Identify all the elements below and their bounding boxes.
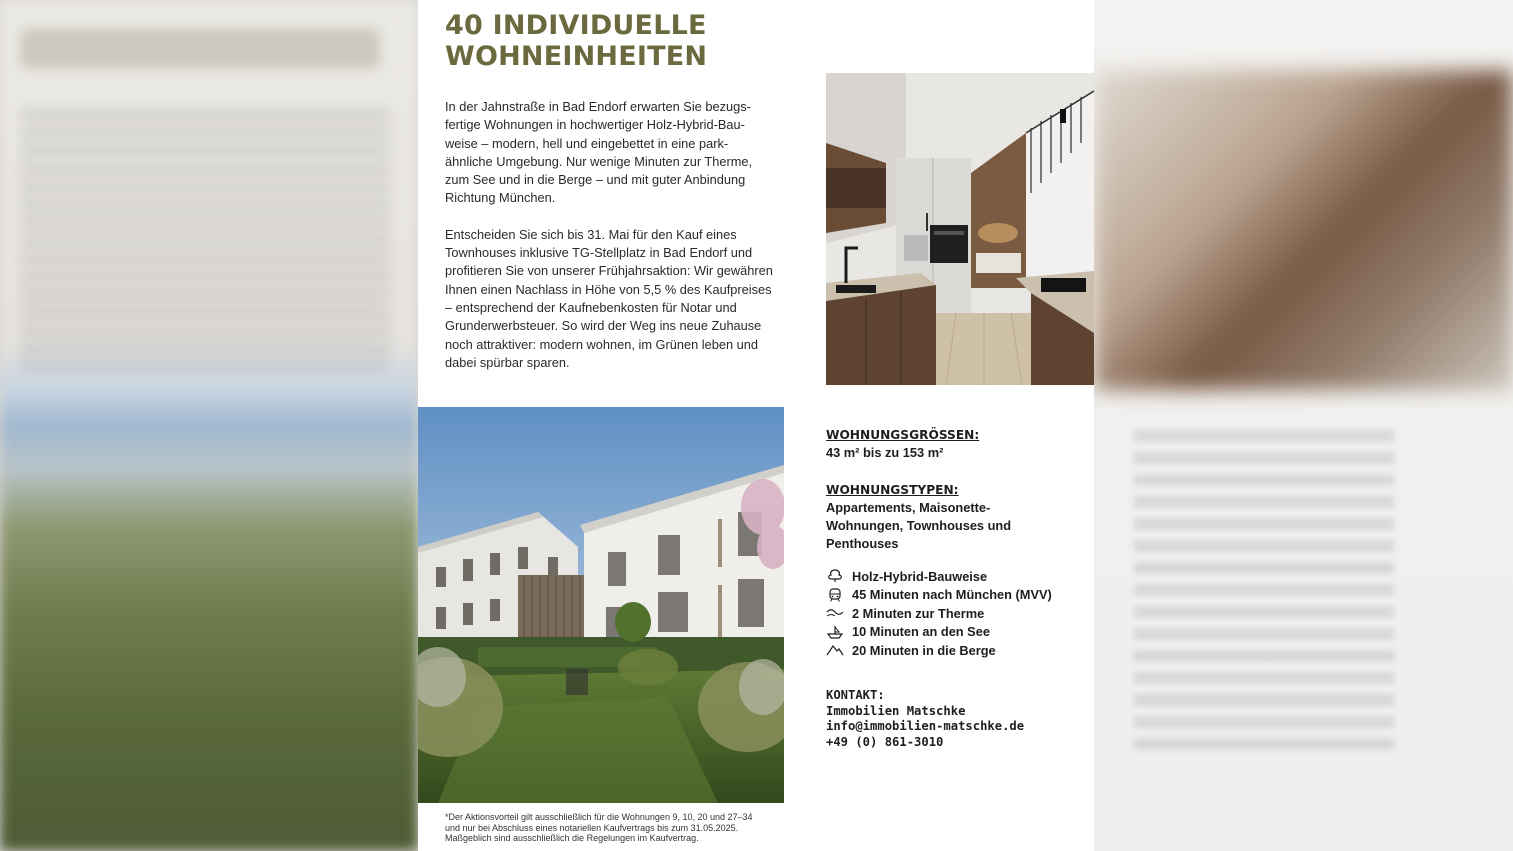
- types-heading: WOHNUNGSTYPEN:: [826, 483, 959, 497]
- feature-list: [826, 567, 1086, 660]
- feature-item: [826, 641, 1086, 660]
- blurred-title-shape: [20, 28, 380, 68]
- contact-email[interactable]: info@immobilien-matschke.de: [826, 719, 1025, 733]
- tree-icon: [826, 569, 844, 583]
- brochure-page: [418, 0, 1094, 851]
- feature-label: Holz-Hybrid-Bauweise: [852, 568, 988, 584]
- intro-paragraph: Entscheiden Sie sich bis 31. Mai für den Kauf eines Townhouses inklusive TG-Stellplatz in Bad Endorf und profitieren Sie von unserer Frühjahrsaktion: Wir gewähren Ihnen einen Nachlass in Höhe von 5,5 % des Kaufpreises – entsprechend der Kaufnebenkosten für Notar und Grunderwerbsteuer. So wird der Weg ins neue Zuhause noch attraktiver: modern wohnen, im Grünen leben und dabei spürbar sparen.: [445, 226, 773, 370]
- feature-item: [826, 604, 1086, 623]
- footnote-line: *Der Aktionsvorteil gilt ausschließlich für die Wohnungen 9, 10, 20 und 27–34: [445, 812, 753, 822]
- footnote-line: Maßgeblich sind ausschließlich die Regelungen im Kaufvertrag.: [445, 833, 699, 843]
- blurred-text-shape: [20, 110, 390, 370]
- contact-company: Immobilien Matschke: [826, 703, 966, 718]
- train-icon: [826, 588, 844, 602]
- page-title: [445, 10, 805, 72]
- mountain-icon: [826, 643, 844, 657]
- blurred-backdrop-right: [1094, 0, 1513, 851]
- townhouse-exterior-image: [418, 407, 784, 803]
- contact-block: [826, 688, 1086, 750]
- contact-phone[interactable]: +49 (0) 861-3010: [826, 734, 944, 749]
- apartment-sizes: [826, 426, 1086, 462]
- feature-item: [826, 567, 1086, 586]
- intro-text: [445, 98, 775, 390]
- intro-paragraph: In der Jahnstraße in Bad Endorf erwarten Sie bezugs-fertige Wohnungen in hochwertiger Holz-Hybrid-Bau-weise – modern, hell und eingebettet in eine park-ähnliche Umgebung. Nur wenige Minuten zur Therme, zum See und in die Berge – und mit guter Anbindung Richtung München.: [445, 99, 753, 206]
- blurred-image-shape: [1094, 70, 1513, 390]
- types-value: Appartements, Maisonette-Wohnungen, Townhouses und Penthouses: [826, 500, 1012, 551]
- apartment-types: [826, 481, 1086, 553]
- wave-icon: [826, 606, 844, 620]
- feature-label: 20 Minuten in die Berge: [852, 642, 996, 658]
- feature-label: 45 Minuten nach München (MVV): [852, 587, 1052, 603]
- title-line: WOHNEINHEITEN: [445, 41, 708, 72]
- kitchen-interior-image: [826, 73, 1094, 385]
- contact-heading: KONTAKT:: [826, 688, 885, 702]
- sizes-heading: WOHNUNGSGRÖSSEN:: [826, 428, 980, 442]
- feature-label: 2 Minuten zur Therme: [852, 605, 985, 621]
- feature-item: [826, 586, 1086, 605]
- footnote-line: und nur bei Abschluss eines notariellen Kaufvertrags bis zum 31.05.2025.: [445, 822, 739, 833]
- footnote: [445, 812, 795, 844]
- title-line: 40 INDIVIDUELLE: [445, 10, 707, 41]
- feature-label: 10 Minuten an den See: [852, 624, 990, 640]
- blurred-text-shape: [1134, 430, 1394, 760]
- sizes-value: 43 m² bis zu 153 m²: [826, 445, 944, 460]
- feature-item: [826, 623, 1086, 642]
- blurred-backdrop-left: [0, 0, 418, 851]
- boat-icon: [826, 625, 844, 639]
